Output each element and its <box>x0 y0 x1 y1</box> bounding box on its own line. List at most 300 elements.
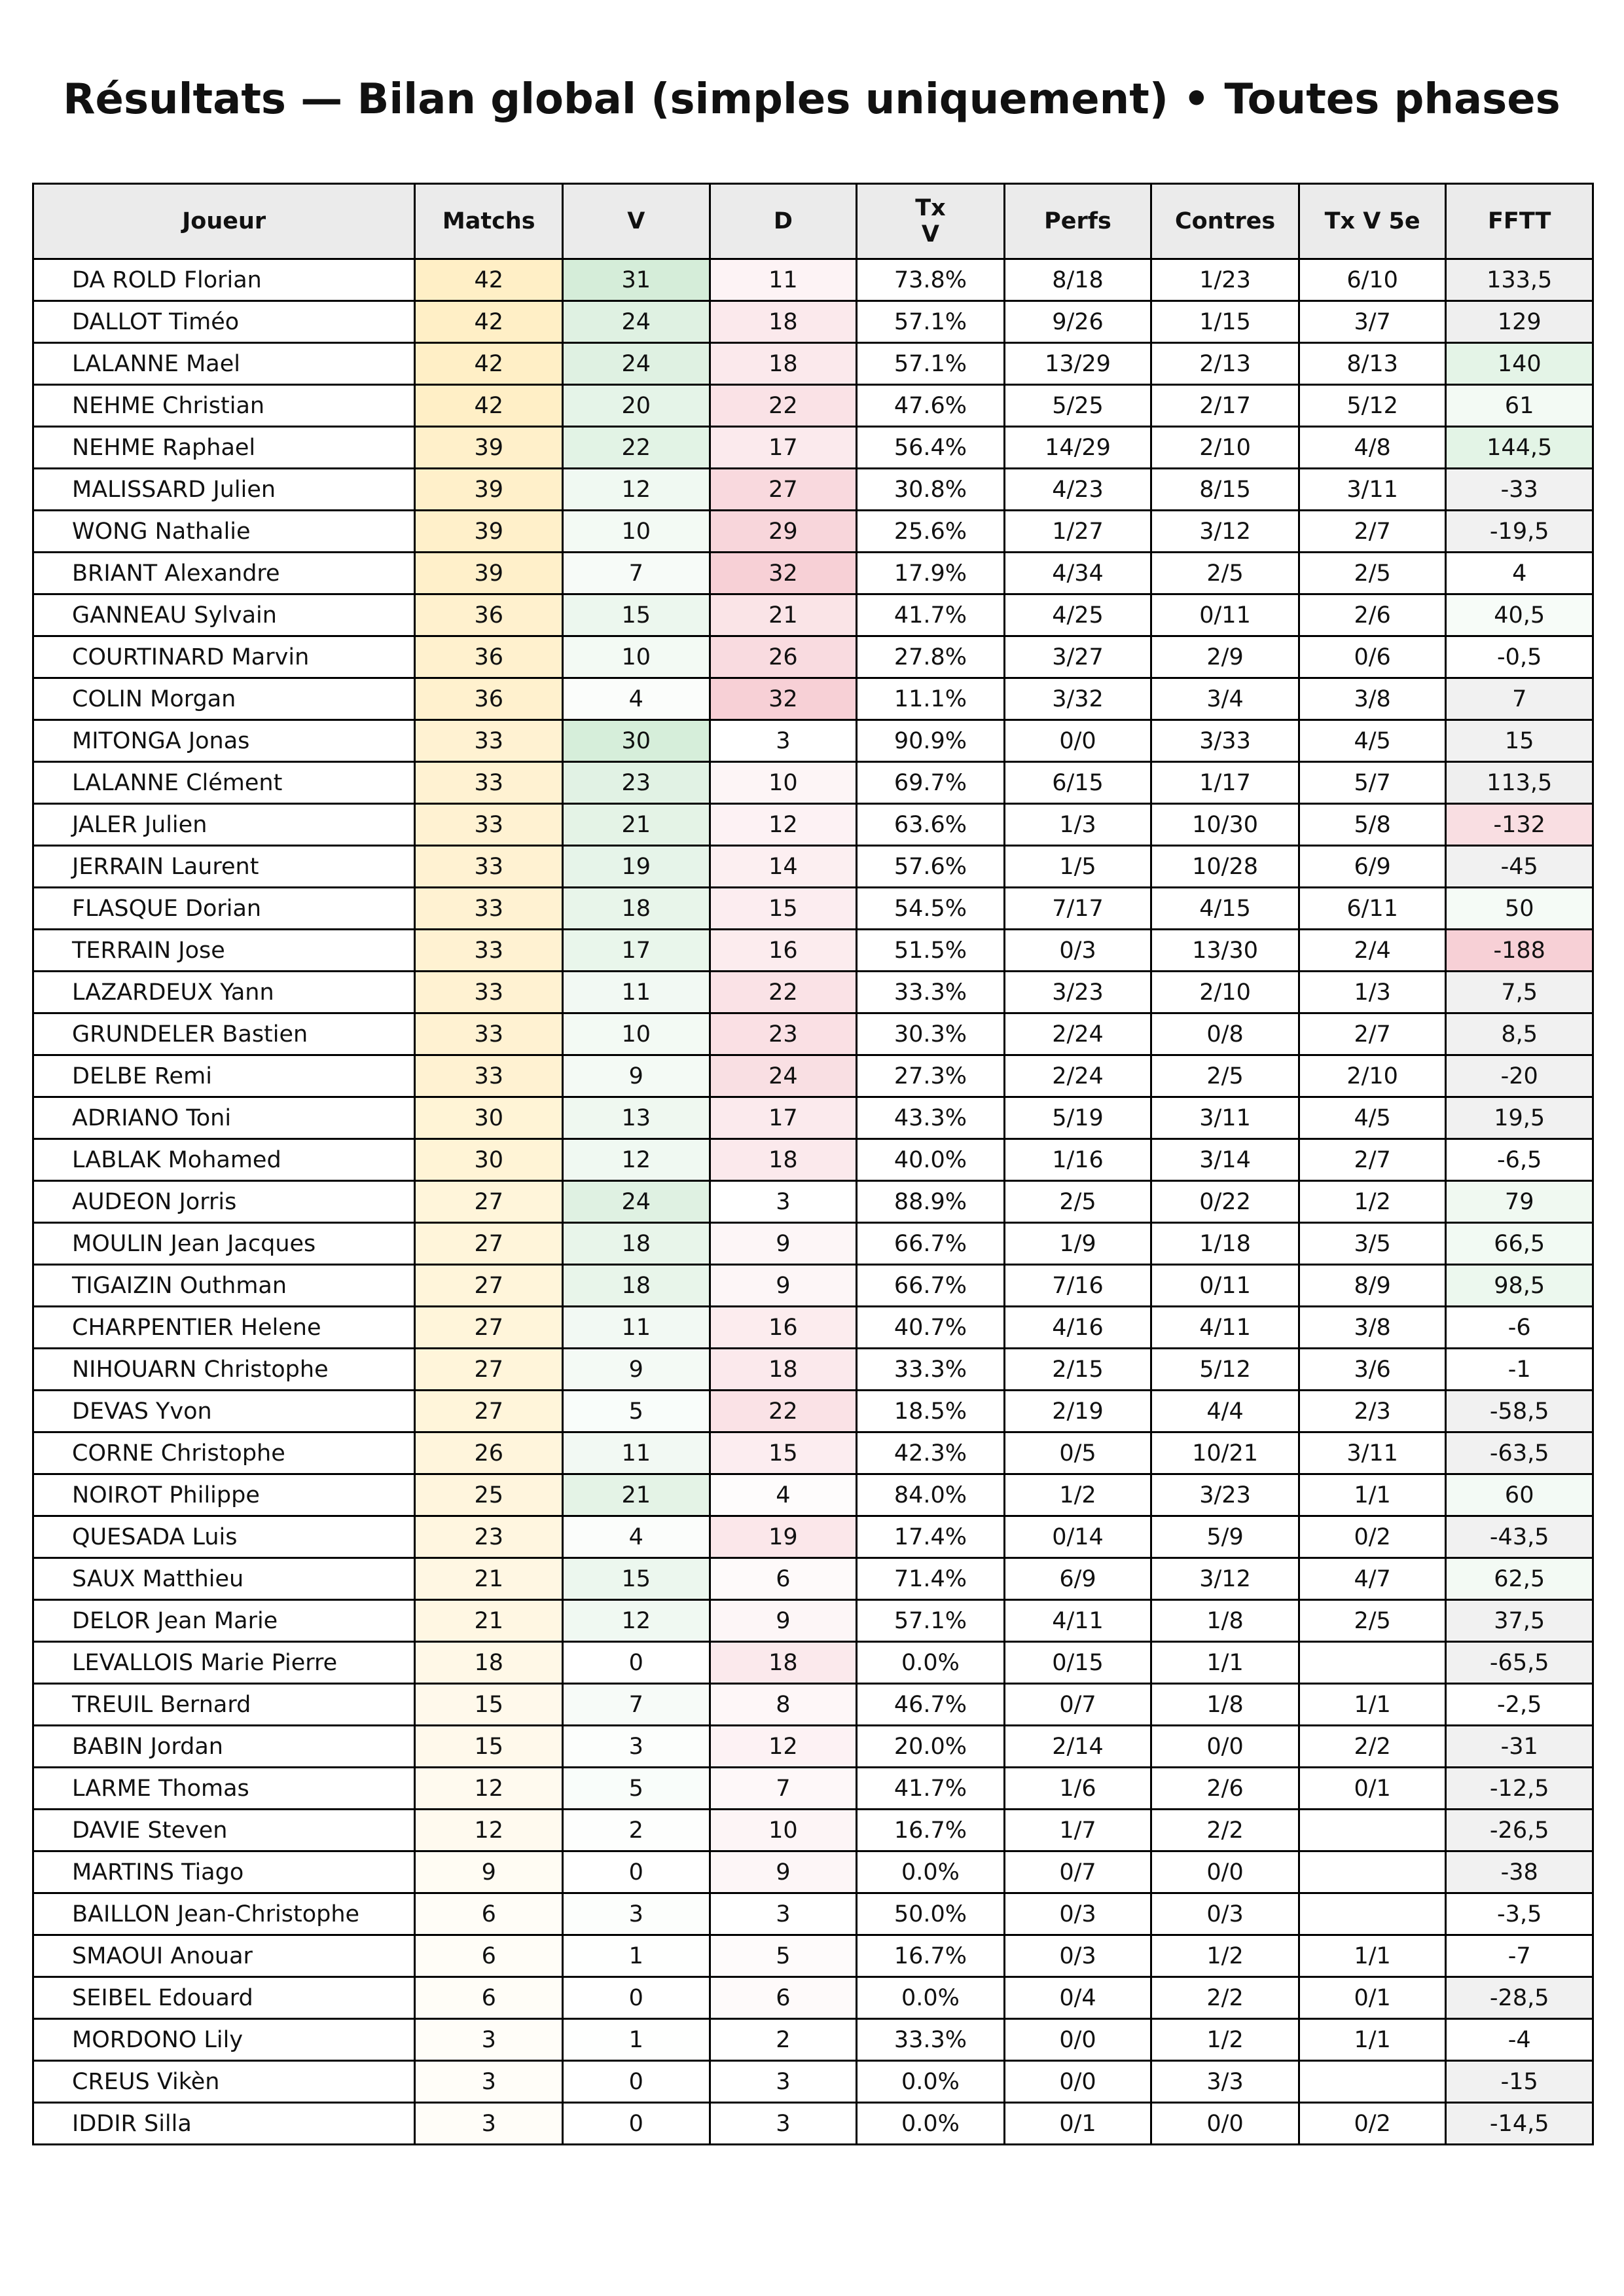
cell-perfs: 2/15 <box>1004 1349 1151 1391</box>
cell-perfs: 0/7 <box>1004 1851 1151 1893</box>
cell-contres: 3/23 <box>1151 1474 1299 1516</box>
table-row[interactable] <box>33 427 1593 469</box>
cell-matchs: 9 <box>415 1851 563 1893</box>
cell-perfs: 2/24 <box>1004 1055 1151 1097</box>
cell-txv: 56.4% <box>857 427 1005 469</box>
cell-joueur: MALISSARD Julien <box>33 469 415 511</box>
cell-txv5e: 2/7 <box>1299 1013 1446 1055</box>
cell-matchs: 30 <box>415 1139 563 1181</box>
cell-txv: 57.1% <box>857 301 1005 343</box>
cell-contres: 2/9 <box>1151 636 1299 678</box>
cell-matchs: 21 <box>415 1558 563 1600</box>
cell-txv: 57.6% <box>857 846 1005 888</box>
col-header-perfs[interactable]: Perfs <box>1004 184 1151 259</box>
cell-txv5e: 0/1 <box>1299 1977 1446 2019</box>
cell-contres: 2/13 <box>1151 343 1299 385</box>
table-row[interactable] <box>33 2019 1593 2061</box>
cell-contres: 1/1 <box>1151 1642 1299 1684</box>
cell-v: 12 <box>563 469 710 511</box>
cell-d: 4 <box>710 1474 857 1516</box>
cell-matchs: 15 <box>415 1726 563 1768</box>
cell-txv: 41.7% <box>857 594 1005 636</box>
cell-matchs: 33 <box>415 888 563 930</box>
cell-perfs: 4/23 <box>1004 469 1151 511</box>
table-row[interactable] <box>33 846 1593 888</box>
cell-fftt: -132 <box>1446 804 1593 846</box>
cell-fftt: -3,5 <box>1446 1893 1593 1935</box>
cell-contres: 10/21 <box>1151 1432 1299 1474</box>
cell-d: 3 <box>710 1181 857 1223</box>
cell-v: 31 <box>563 259 710 301</box>
cell-fftt: -19,5 <box>1446 511 1593 553</box>
cell-txv5e <box>1299 1851 1446 1893</box>
table-row[interactable] <box>33 1349 1593 1391</box>
cell-txv: 40.7% <box>857 1307 1005 1349</box>
cell-contres: 0/3 <box>1151 1893 1299 1935</box>
cell-perfs: 0/3 <box>1004 930 1151 972</box>
cell-fftt: -188 <box>1446 930 1593 972</box>
table-row[interactable] <box>33 804 1593 846</box>
cell-v: 0 <box>563 1851 710 1893</box>
cell-joueur: MOULIN Jean Jacques <box>33 1223 415 1265</box>
cell-v: 13 <box>563 1097 710 1139</box>
cell-matchs: 27 <box>415 1223 563 1265</box>
results-table <box>32 183 1594 2145</box>
cell-matchs: 30 <box>415 1097 563 1139</box>
table-row[interactable] <box>33 1223 1593 1265</box>
cell-perfs: 0/14 <box>1004 1516 1151 1558</box>
cell-fftt: -6 <box>1446 1307 1593 1349</box>
table-row[interactable] <box>33 1432 1593 1474</box>
cell-contres: 4/11 <box>1151 1307 1299 1349</box>
cell-joueur: DAVIE Steven <box>33 1810 415 1851</box>
table-row[interactable] <box>33 1307 1593 1349</box>
cell-v: 22 <box>563 427 710 469</box>
cell-txv5e <box>1299 1642 1446 1684</box>
cell-txv5e: 8/13 <box>1299 343 1446 385</box>
table-row[interactable] <box>33 720 1593 762</box>
cell-txv: 90.9% <box>857 720 1005 762</box>
cell-v: 3 <box>563 1726 710 1768</box>
cell-txv: 33.3% <box>857 1349 1005 1391</box>
cell-fftt: 133,5 <box>1446 259 1593 301</box>
cell-txv: 20.0% <box>857 1726 1005 1768</box>
cell-matchs: 42 <box>415 301 563 343</box>
cell-txv5e: 5/8 <box>1299 804 1446 846</box>
cell-txv5e: 3/6 <box>1299 1349 1446 1391</box>
cell-txv5e: 2/5 <box>1299 1600 1446 1642</box>
cell-txv: 0.0% <box>857 1977 1005 2019</box>
cell-v: 0 <box>563 1977 710 2019</box>
cell-txv: 30.3% <box>857 1013 1005 1055</box>
cell-perfs: 0/3 <box>1004 1935 1151 1977</box>
cell-contres: 2/2 <box>1151 1977 1299 2019</box>
cell-matchs: 27 <box>415 1307 563 1349</box>
cell-fftt: -38 <box>1446 1851 1593 1893</box>
cell-fftt: -7 <box>1446 1935 1593 1977</box>
cell-matchs: 33 <box>415 1055 563 1097</box>
cell-matchs: 33 <box>415 720 563 762</box>
table-row[interactable] <box>33 469 1593 511</box>
table-row[interactable] <box>33 2103 1593 2145</box>
cell-joueur: NOIROT Philippe <box>33 1474 415 1516</box>
cell-v: 3 <box>563 1893 710 1935</box>
cell-txv5e: 4/8 <box>1299 427 1446 469</box>
cell-perfs: 0/15 <box>1004 1642 1151 1684</box>
cell-contres: 2/17 <box>1151 385 1299 427</box>
cell-perfs: 0/7 <box>1004 1684 1151 1726</box>
cell-d: 21 <box>710 594 857 636</box>
cell-matchs: 27 <box>415 1181 563 1223</box>
cell-d: 16 <box>710 930 857 972</box>
cell-contres: 0/0 <box>1151 1726 1299 1768</box>
cell-d: 12 <box>710 804 857 846</box>
cell-txv5e: 3/5 <box>1299 1223 1446 1265</box>
cell-txv: 27.8% <box>857 636 1005 678</box>
cell-txv: 46.7% <box>857 1684 1005 1726</box>
cell-txv: 41.7% <box>857 1768 1005 1810</box>
table-row[interactable] <box>33 553 1593 594</box>
cell-matchs: 25 <box>415 1474 563 1516</box>
cell-d: 17 <box>710 1097 857 1139</box>
cell-contres: 2/5 <box>1151 553 1299 594</box>
cell-perfs: 9/26 <box>1004 301 1151 343</box>
table-row[interactable] <box>33 511 1593 553</box>
cell-perfs: 7/16 <box>1004 1265 1151 1307</box>
cell-joueur: MORDONO Lily <box>33 2019 415 2061</box>
cell-matchs: 42 <box>415 259 563 301</box>
cell-matchs: 3 <box>415 2061 563 2103</box>
cell-d: 22 <box>710 1391 857 1432</box>
table-row[interactable] <box>33 385 1593 427</box>
table-row[interactable] <box>33 762 1593 804</box>
table-row[interactable] <box>33 636 1593 678</box>
cell-txv5e: 0/2 <box>1299 1516 1446 1558</box>
table-row[interactable] <box>33 1013 1593 1055</box>
cell-joueur: BAILLON Jean-Christophe <box>33 1893 415 1935</box>
cell-matchs: 27 <box>415 1349 563 1391</box>
cell-txv5e: 3/7 <box>1299 301 1446 343</box>
cell-perfs: 0/0 <box>1004 2061 1151 2103</box>
table-row[interactable] <box>33 1768 1593 1810</box>
cell-joueur: IDDIR Silla <box>33 2103 415 2145</box>
cell-contres: 0/11 <box>1151 1265 1299 1307</box>
cell-perfs: 5/19 <box>1004 1097 1151 1139</box>
cell-matchs: 36 <box>415 678 563 720</box>
cell-contres: 10/30 <box>1151 804 1299 846</box>
cell-txv5e: 8/9 <box>1299 1265 1446 1307</box>
cell-fftt: -26,5 <box>1446 1810 1593 1851</box>
cell-matchs: 6 <box>415 1935 563 1977</box>
cell-txv5e: 1/1 <box>1299 1935 1446 1977</box>
cell-d: 9 <box>710 1600 857 1642</box>
cell-d: 19 <box>710 1516 857 1558</box>
table-row[interactable] <box>33 301 1593 343</box>
table-row[interactable] <box>33 1391 1593 1432</box>
cell-joueur: MARTINS Tiago <box>33 1851 415 1893</box>
cell-v: 9 <box>563 1349 710 1391</box>
cell-fftt: -63,5 <box>1446 1432 1593 1474</box>
cell-d: 3 <box>710 2061 857 2103</box>
cell-fftt: 66,5 <box>1446 1223 1593 1265</box>
cell-joueur: NEHME Christian <box>33 385 415 427</box>
cell-txv5e: 0/6 <box>1299 636 1446 678</box>
cell-joueur: COLIN Morgan <box>33 678 415 720</box>
cell-contres: 3/12 <box>1151 1558 1299 1600</box>
col-header-fftt[interactable]: FFTT <box>1446 184 1593 259</box>
cell-contres: 0/8 <box>1151 1013 1299 1055</box>
cell-fftt: -28,5 <box>1446 1977 1593 2019</box>
cell-contres: 3/33 <box>1151 720 1299 762</box>
cell-joueur: BRIANT Alexandre <box>33 553 415 594</box>
cell-d: 26 <box>710 636 857 678</box>
table-row[interactable] <box>33 678 1593 720</box>
cell-matchs: 36 <box>415 594 563 636</box>
cell-fftt: 129 <box>1446 301 1593 343</box>
cell-d: 27 <box>710 469 857 511</box>
table-row[interactable] <box>33 1265 1593 1307</box>
cell-joueur: NIHOUARN Christophe <box>33 1349 415 1391</box>
cell-d: 3 <box>710 1893 857 1935</box>
page-title: Résultats — Bilan global (simples uniquement) • Toutes phases <box>63 75 1561 124</box>
cell-txv: 66.7% <box>857 1265 1005 1307</box>
cell-txv5e: 2/7 <box>1299 1139 1446 1181</box>
cell-matchs: 6 <box>415 1893 563 1935</box>
cell-joueur: CORNE Christophe <box>33 1432 415 1474</box>
table-body <box>33 259 1593 2145</box>
cell-fftt: 19,5 <box>1446 1097 1593 1139</box>
col-header-txv[interactable] <box>857 184 1005 259</box>
cell-txv5e: 1/3 <box>1299 972 1446 1013</box>
table-row[interactable] <box>33 1181 1593 1223</box>
cell-contres: 0/0 <box>1151 1851 1299 1893</box>
cell-joueur: TIGAIZIN Outhman <box>33 1265 415 1307</box>
table-row[interactable] <box>33 1642 1593 1684</box>
cell-v: 1 <box>563 1935 710 1977</box>
cell-v: 11 <box>563 972 710 1013</box>
cell-contres: 4/4 <box>1151 1391 1299 1432</box>
cell-v: 18 <box>563 1223 710 1265</box>
cell-joueur: DALLOT Timéo <box>33 301 415 343</box>
cell-d: 3 <box>710 720 857 762</box>
table-row[interactable] <box>33 594 1593 636</box>
cell-fftt: -4 <box>1446 2019 1593 2061</box>
table-row[interactable] <box>33 1810 1593 1851</box>
cell-matchs: 39 <box>415 469 563 511</box>
cell-matchs: 33 <box>415 762 563 804</box>
cell-d: 29 <box>710 511 857 553</box>
table-row[interactable] <box>33 972 1593 1013</box>
cell-fftt: -43,5 <box>1446 1516 1593 1558</box>
cell-matchs: 21 <box>415 1600 563 1642</box>
cell-joueur: WONG Nathalie <box>33 511 415 553</box>
cell-txv: 43.3% <box>857 1097 1005 1139</box>
table-row[interactable] <box>33 1600 1593 1642</box>
cell-txv5e: 2/5 <box>1299 553 1446 594</box>
cell-joueur: SEIBEL Edouard <box>33 1977 415 2019</box>
cell-fftt: 61 <box>1446 385 1593 427</box>
cell-v: 1 <box>563 2019 710 2061</box>
cell-perfs: 6/15 <box>1004 762 1151 804</box>
cell-txv: 84.0% <box>857 1474 1005 1516</box>
cell-d: 8 <box>710 1684 857 1726</box>
cell-fftt: -1 <box>1446 1349 1593 1391</box>
col-header-d[interactable]: D <box>710 184 857 259</box>
cell-joueur: GRUNDELER Bastien <box>33 1013 415 1055</box>
cell-perfs: 4/16 <box>1004 1307 1151 1349</box>
cell-txv5e: 2/3 <box>1299 1391 1446 1432</box>
col-header-matchs[interactable]: Matchs <box>415 184 563 259</box>
cell-fftt: 98,5 <box>1446 1265 1593 1307</box>
cell-contres: 1/2 <box>1151 2019 1299 2061</box>
cell-v: 9 <box>563 1055 710 1097</box>
table-row[interactable] <box>33 1097 1593 1139</box>
cell-d: 11 <box>710 259 857 301</box>
cell-txv: 88.9% <box>857 1181 1005 1223</box>
cell-joueur: DELBE Remi <box>33 1055 415 1097</box>
cell-fftt: -2,5 <box>1446 1684 1593 1726</box>
cell-v: 10 <box>563 511 710 553</box>
cell-d: 22 <box>710 972 857 1013</box>
table-row[interactable] <box>33 1558 1593 1600</box>
cell-joueur: JALER Julien <box>33 804 415 846</box>
cell-txv: 33.3% <box>857 972 1005 1013</box>
col-header-joueur[interactable]: Joueur <box>33 184 415 259</box>
cell-perfs: 3/27 <box>1004 636 1151 678</box>
cell-v: 10 <box>563 1013 710 1055</box>
cell-txv5e <box>1299 1893 1446 1935</box>
cell-matchs: 26 <box>415 1432 563 1474</box>
cell-perfs: 4/34 <box>1004 553 1151 594</box>
cell-txv5e: 0/2 <box>1299 2103 1446 2145</box>
cell-contres: 1/17 <box>1151 762 1299 804</box>
cell-joueur: LABLAK Mohamed <box>33 1139 415 1181</box>
cell-txv: 25.6% <box>857 511 1005 553</box>
table-row[interactable] <box>33 1139 1593 1181</box>
cell-d: 32 <box>710 678 857 720</box>
cell-joueur: SMAOUI Anouar <box>33 1935 415 1977</box>
cell-d: 7 <box>710 1768 857 1810</box>
table-row[interactable] <box>33 1474 1593 1516</box>
cell-v: 23 <box>563 762 710 804</box>
cell-txv: 50.0% <box>857 1893 1005 1935</box>
cell-txv: 42.3% <box>857 1432 1005 1474</box>
table-row[interactable] <box>33 1893 1593 1935</box>
cell-fftt: 37,5 <box>1446 1600 1593 1642</box>
cell-v: 24 <box>563 343 710 385</box>
cell-joueur: TREUIL Bernard <box>33 1684 415 1726</box>
table-row[interactable] <box>33 2061 1593 2103</box>
cell-perfs: 1/5 <box>1004 846 1151 888</box>
cell-joueur: LALANNE Clément <box>33 762 415 804</box>
cell-d: 18 <box>710 1642 857 1684</box>
cell-txv: 17.4% <box>857 1516 1005 1558</box>
table-row[interactable] <box>33 259 1593 301</box>
cell-joueur: COURTINARD Marvin <box>33 636 415 678</box>
cell-perfs: 1/6 <box>1004 1768 1151 1810</box>
table-row[interactable] <box>33 930 1593 972</box>
cell-fftt: 4 <box>1446 553 1593 594</box>
cell-txv5e: 5/12 <box>1299 385 1446 427</box>
cell-perfs: 0/3 <box>1004 1893 1151 1935</box>
cell-txv5e: 3/8 <box>1299 678 1446 720</box>
cell-d: 3 <box>710 2103 857 2145</box>
cell-txv: 16.7% <box>857 1810 1005 1851</box>
cell-txv5e: 1/1 <box>1299 1684 1446 1726</box>
cell-matchs: 3 <box>415 2019 563 2061</box>
cell-fftt: -65,5 <box>1446 1642 1593 1684</box>
cell-txv5e: 4/7 <box>1299 1558 1446 1600</box>
cell-fftt: 50 <box>1446 888 1593 930</box>
col-header-txv5e[interactable]: Tx V 5e <box>1299 184 1446 259</box>
cell-v: 30 <box>563 720 710 762</box>
cell-d: 16 <box>710 1307 857 1349</box>
cell-txv5e: 2/7 <box>1299 511 1446 553</box>
cell-perfs: 2/24 <box>1004 1013 1151 1055</box>
cell-txv: 11.1% <box>857 678 1005 720</box>
cell-fftt: -58,5 <box>1446 1391 1593 1432</box>
cell-perfs: 2/5 <box>1004 1181 1151 1223</box>
cell-contres: 0/22 <box>1151 1181 1299 1223</box>
cell-matchs: 39 <box>415 511 563 553</box>
cell-v: 24 <box>563 301 710 343</box>
cell-d: 6 <box>710 1977 857 2019</box>
table-row[interactable] <box>33 343 1593 385</box>
table-row[interactable] <box>33 1726 1593 1768</box>
cell-perfs: 8/18 <box>1004 259 1151 301</box>
col-header-contres[interactable]: Contres <box>1151 184 1299 259</box>
table-row[interactable] <box>33 1516 1593 1558</box>
cell-txv5e: 5/7 <box>1299 762 1446 804</box>
cell-matchs: 33 <box>415 1013 563 1055</box>
cell-matchs: 33 <box>415 930 563 972</box>
cell-perfs: 4/25 <box>1004 594 1151 636</box>
table-row[interactable] <box>33 1851 1593 1893</box>
table-row[interactable] <box>33 1055 1593 1097</box>
cell-contres: 5/9 <box>1151 1516 1299 1558</box>
cell-d: 2 <box>710 2019 857 2061</box>
cell-txv: 47.6% <box>857 385 1005 427</box>
cell-txv5e: 2/4 <box>1299 930 1446 972</box>
cell-v: 5 <box>563 1768 710 1810</box>
cell-joueur: MITONGA Jonas <box>33 720 415 762</box>
cell-contres: 2/5 <box>1151 1055 1299 1097</box>
cell-txv5e: 1/1 <box>1299 1474 1446 1516</box>
table-row[interactable] <box>33 1935 1593 1977</box>
cell-perfs: 1/9 <box>1004 1223 1151 1265</box>
cell-perfs: 0/0 <box>1004 720 1151 762</box>
cell-txv: 57.1% <box>857 1600 1005 1642</box>
table-row[interactable] <box>33 1684 1593 1726</box>
cell-v: 15 <box>563 1558 710 1600</box>
cell-fftt: 62,5 <box>1446 1558 1593 1600</box>
cell-matchs: 12 <box>415 1810 563 1851</box>
cell-contres: 1/18 <box>1151 1223 1299 1265</box>
cell-contres: 0/0 <box>1151 2103 1299 2145</box>
cell-matchs: 39 <box>415 427 563 469</box>
cell-matchs: 15 <box>415 1684 563 1726</box>
table-row[interactable] <box>33 888 1593 930</box>
cell-joueur: JERRAIN Laurent <box>33 846 415 888</box>
cell-v: 24 <box>563 1181 710 1223</box>
cell-fftt: 7,5 <box>1446 972 1593 1013</box>
cell-contres: 1/8 <box>1151 1600 1299 1642</box>
cell-joueur: ADRIANO Toni <box>33 1097 415 1139</box>
col-header-v[interactable]: V <box>563 184 710 259</box>
cell-joueur: CHARPENTIER Helene <box>33 1307 415 1349</box>
cell-txv: 33.3% <box>857 2019 1005 2061</box>
table-row[interactable] <box>33 1977 1593 2019</box>
